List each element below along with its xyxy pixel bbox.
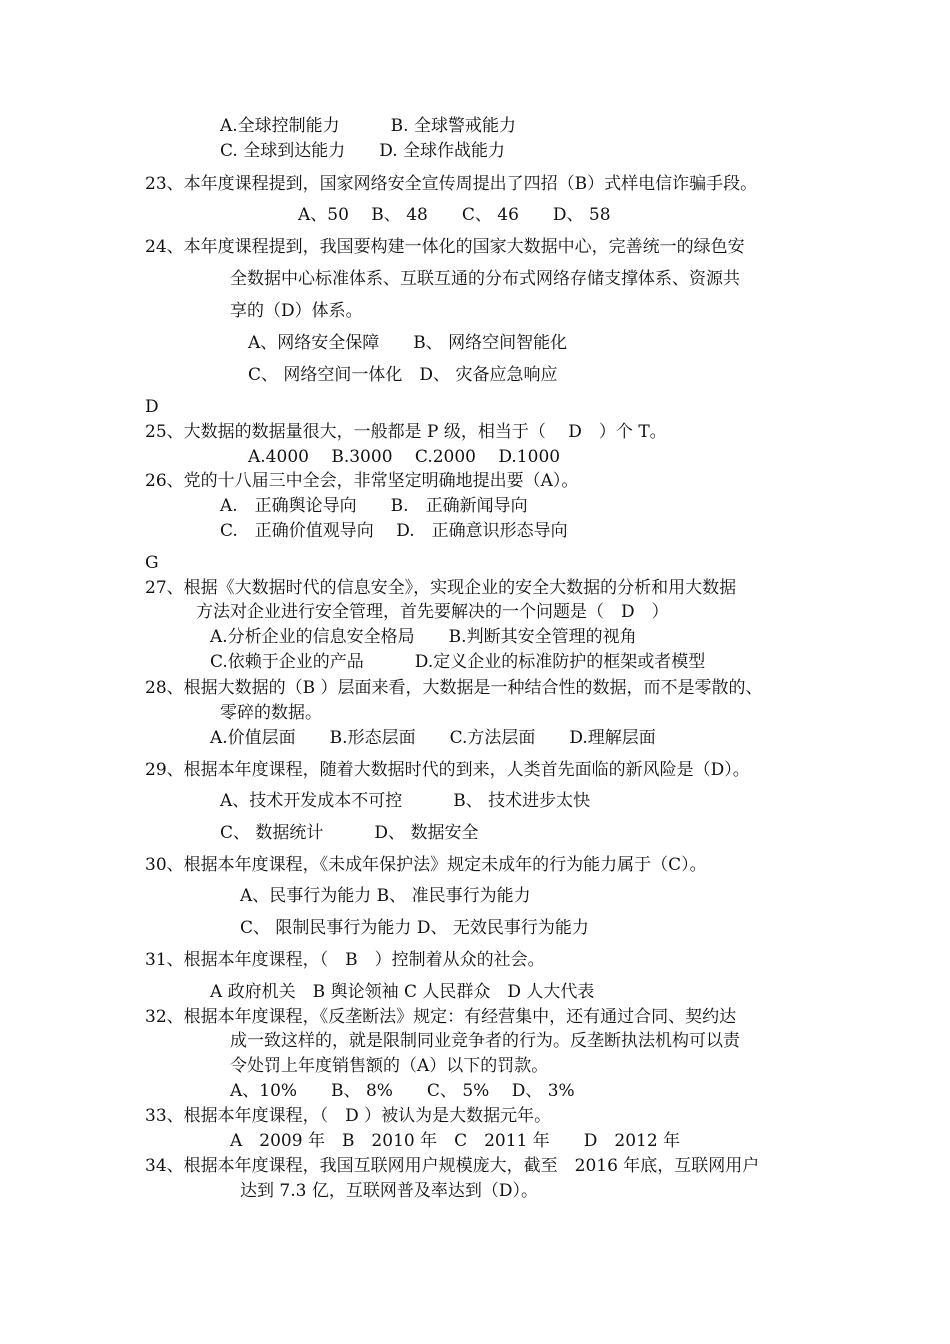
question-30: 30、根据本年度课程，《未成年保护法》规定未成年的行为能力属于（C）。 [145, 855, 707, 875]
question-continuation: 全数据中心标准体系、互联互通的分布式网络存储支撑体系、资源共 [230, 269, 740, 289]
question-continuation: 零碎的数据。 [220, 703, 322, 723]
option-line: A.全球控制能力 B. 全球警戒能力 [220, 116, 516, 136]
option-line: A、技术开发成本不可控 B、 技术进步太快 [220, 791, 591, 811]
section-letter: D [145, 397, 159, 417]
question-continuation: 令处罚上年度销售额的（A）以下的罚款。 [230, 1056, 549, 1076]
option-line: A. 正确舆论导向 B. 正确新闻导向 [220, 496, 528, 516]
option-line: A 2009 年 B 2010 年 C 2011 年 D 2012 年 [230, 1131, 681, 1151]
option-line: A 政府机关 B 舆论领袖 C 人民群众 D 人大代表 [210, 982, 595, 1002]
question-continuation: 享的（D）体系。 [230, 301, 363, 321]
question-27: 27、根据《大数据时代的信息安全》，实现企业的安全大数据的分析和用大数据 [145, 578, 737, 598]
section-letter: G [145, 553, 159, 573]
option-line: A、10% B、 8% C、 5% D、 3% [230, 1081, 575, 1101]
question-continuation: 方法对企业进行安全管理，首先要解决的一个问题是（ D ） [196, 602, 669, 622]
option-line: A.价值层面 B.形态层面 C.方法层面 D.理解层面 [210, 728, 656, 748]
question-23: 23、本年度课程提到，国家网络安全宣传周提出了四招（B）式样电信诈骗手段。 [145, 174, 758, 194]
option-line: A、50 B、 48 C、 46 D、 58 [298, 205, 611, 225]
option-line: C、 限制民事行为能力 D、 无效民事行为能力 [240, 918, 589, 938]
option-line: C.依赖于企业的产品 D.定义企业的标准防护的框架或者模型 [210, 652, 706, 672]
option-line: C. 全球到达能力 D. 全球作战能力 [220, 141, 506, 161]
question-26: 26、党的十八届三中全会，非常坚定明确地提出要（A）。 [145, 471, 579, 491]
question-29: 29、根据本年度课程，随着大数据时代的到来，人类首先面临的新风险是（D）。 [145, 760, 750, 780]
question-continuation: 达到 7.3 亿，互联网普及率达到（D）。 [240, 1181, 538, 1201]
question-33: 33、根据本年度课程，（ D ）被认为是大数据元年。 [145, 1106, 552, 1126]
option-line: A、网络安全保障 B、 网络空间智能化 [248, 333, 568, 353]
question-31: 31、根据本年度课程，（ B ）控制着从众的社会。 [145, 950, 545, 970]
question-25: 25、大数据的数据量很大，一般都是 P 级，相当于（ D ）个 T。 [145, 422, 667, 442]
option-line: C. 正确价值观导向 D. 正确意识形态导向 [220, 521, 568, 541]
question-24: 24、本年度课程提到，我国要构建一体化的国家大数据中心，完善统一的绿色安 [145, 237, 745, 257]
question-28: 28、根据大数据的（B ）层面来看，大数据是一种结合性的数据，而不是零散的、 [145, 678, 763, 698]
option-line: A.分析企业的信息安全格局 B.判断其安全管理的视角 [210, 627, 637, 647]
option-line: A.4000 B.3000 C.2000 D.1000 [248, 447, 561, 467]
question-32: 32、根据本年度课程，《反垄断法》规定：有经营集中，还有通过合同、契约达 [145, 1007, 737, 1027]
option-line: C、 数据统计 D、 数据安全 [220, 823, 479, 843]
option-line: C、 网络空间一体化 D、 灾备应急响应 [248, 365, 558, 385]
question-continuation: 成一致这样的，就是限制同业竞争者的行为。反垄断执法机构可以责 [230, 1031, 740, 1051]
question-34: 34、根据本年度课程，我国互联网用户规模庞大，截至 2016 年底，互联网用户 [145, 1156, 760, 1176]
option-line: A、民事行为能力 B、 准民事行为能力 [240, 886, 531, 906]
